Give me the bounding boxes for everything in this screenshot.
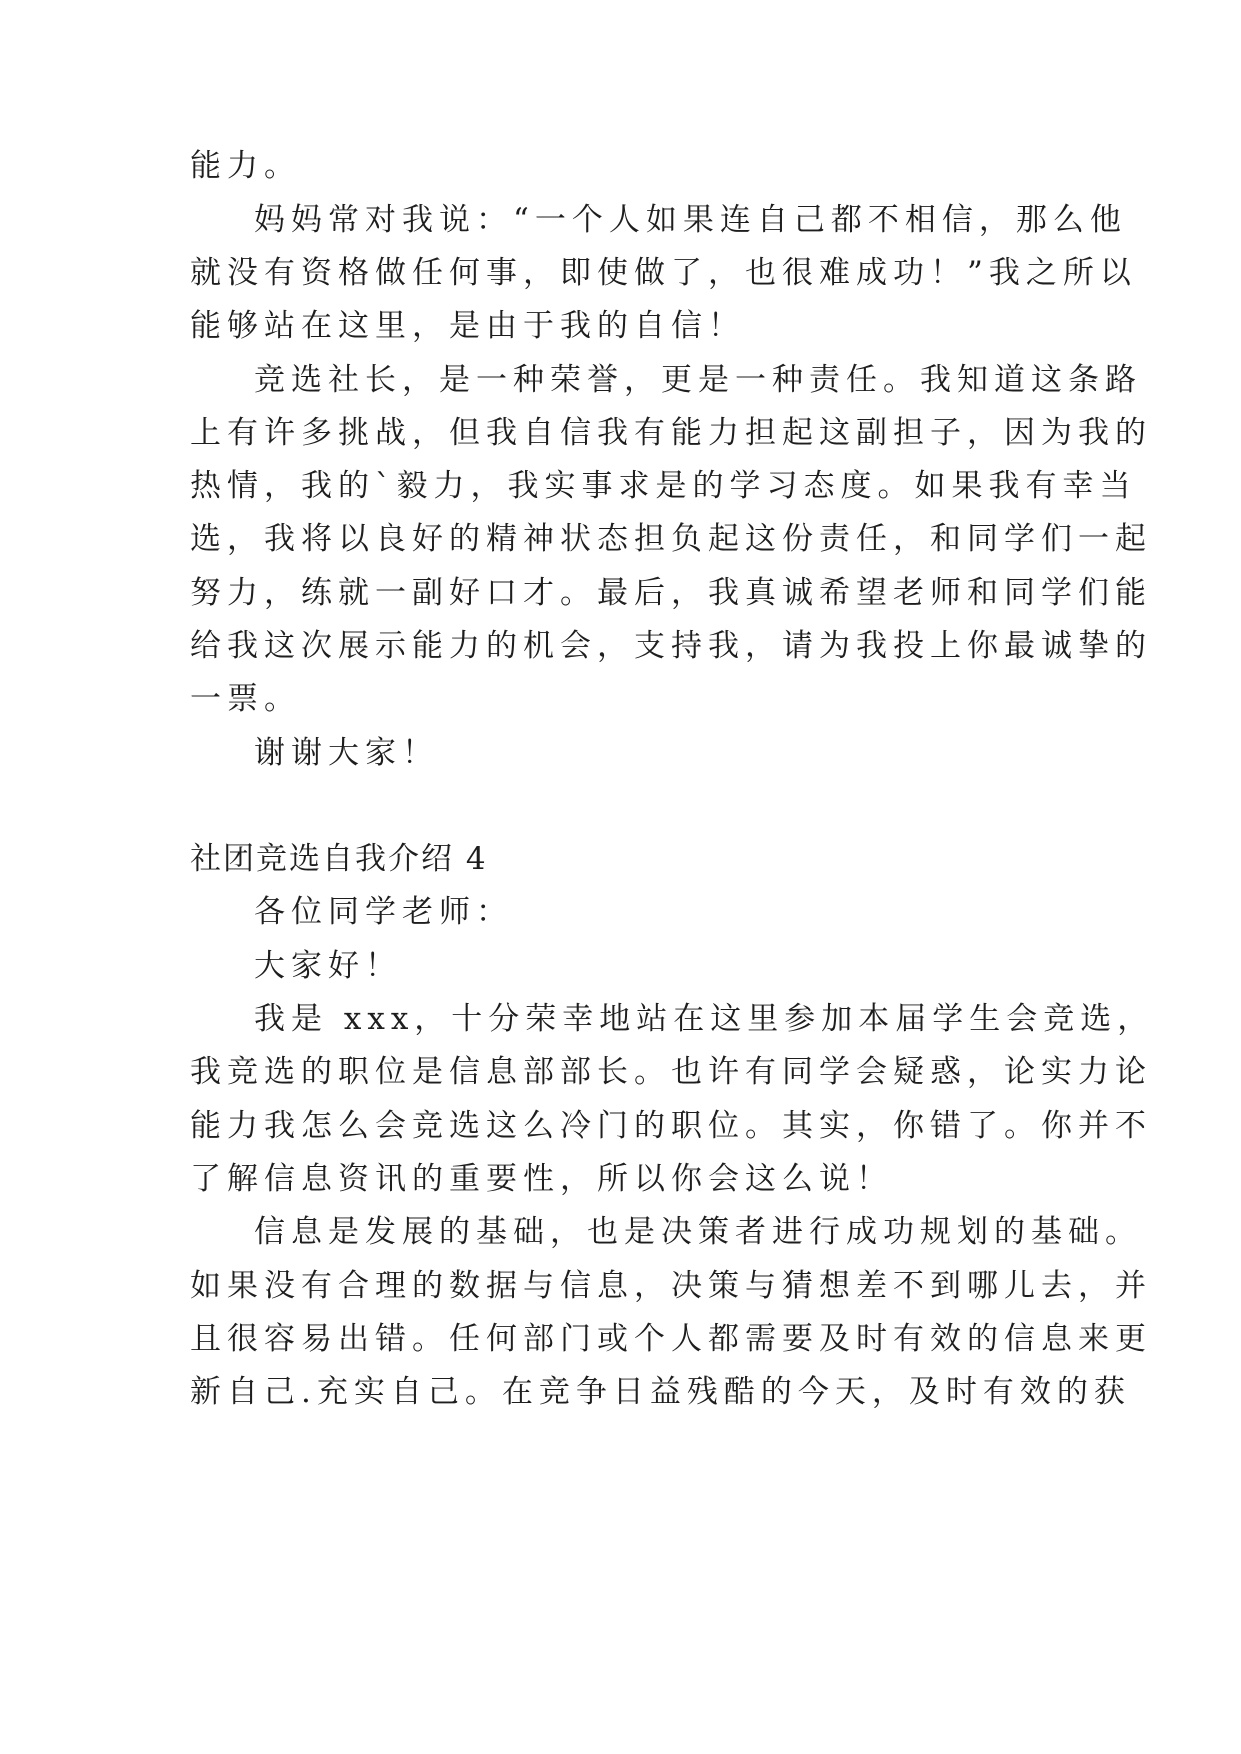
text-line: 大家好！ [254, 948, 402, 984]
text-line: 选，我将以良好的精神状态担负起这份责任，和同学们一起 [190, 521, 1152, 557]
text-line: 各位同学老师： [254, 894, 513, 930]
text-line: 热情，我的`毅力，我实事求是的学习态度。如果我有幸当 [190, 468, 1137, 504]
text-line: 如果没有合理的数据与信息，决策与猜想差不到哪儿去，并 [190, 1268, 1152, 1304]
text-line: 就没有资格做任何事，即使做了，也很难成功！”我之所以 [190, 255, 1137, 291]
text-line: 能力我怎么会竞选这么冷门的职位。其实，你错了。你并不 [190, 1108, 1152, 1144]
text-line: 竞选社长，是一种荣誉，更是一种责任。我知道这条路 [254, 362, 1142, 398]
text-line: 能力。 [190, 148, 301, 184]
text-line: 谢谢大家！ [254, 735, 439, 771]
text-line: 上有许多挑战，但我自信我有能力担起这副担子，因为我的 [190, 415, 1152, 451]
text-line: 我竞选的职位是信息部部长。也许有同学会疑惑，论实力论 [190, 1054, 1152, 1090]
text-line: 新自己.充实自己。在竞争日益残酷的今天，及时有效的获 [190, 1374, 1131, 1410]
text-line: 一票。 [190, 681, 301, 717]
section-title: 社团竞选自我介绍 4 [190, 841, 488, 877]
text-line: 妈妈常对我说：“一个人如果连自己都不相信，那么他 [254, 202, 1127, 238]
text-line: 我是 xxx，十分荣幸地站在这里参加本届学生会竞选， [254, 1001, 1155, 1037]
text-line: 信息是发展的基础，也是决策者进行成功规划的基础。 [254, 1214, 1142, 1250]
text-line: 能够站在这里，是由于我的自信！ [190, 308, 745, 344]
text-line: 了解信息资讯的重要性，所以你会这么说！ [190, 1161, 893, 1197]
text-line: 努力，练就一副好口才。最后，我真诚希望老师和同学们能 [190, 575, 1152, 611]
text-line: 给我这次展示能力的机会，支持我，请为我投上你最诚挚的 [190, 628, 1152, 664]
text-line: 且很容易出错。任何部门或个人都需要及时有效的信息来更 [190, 1321, 1152, 1357]
